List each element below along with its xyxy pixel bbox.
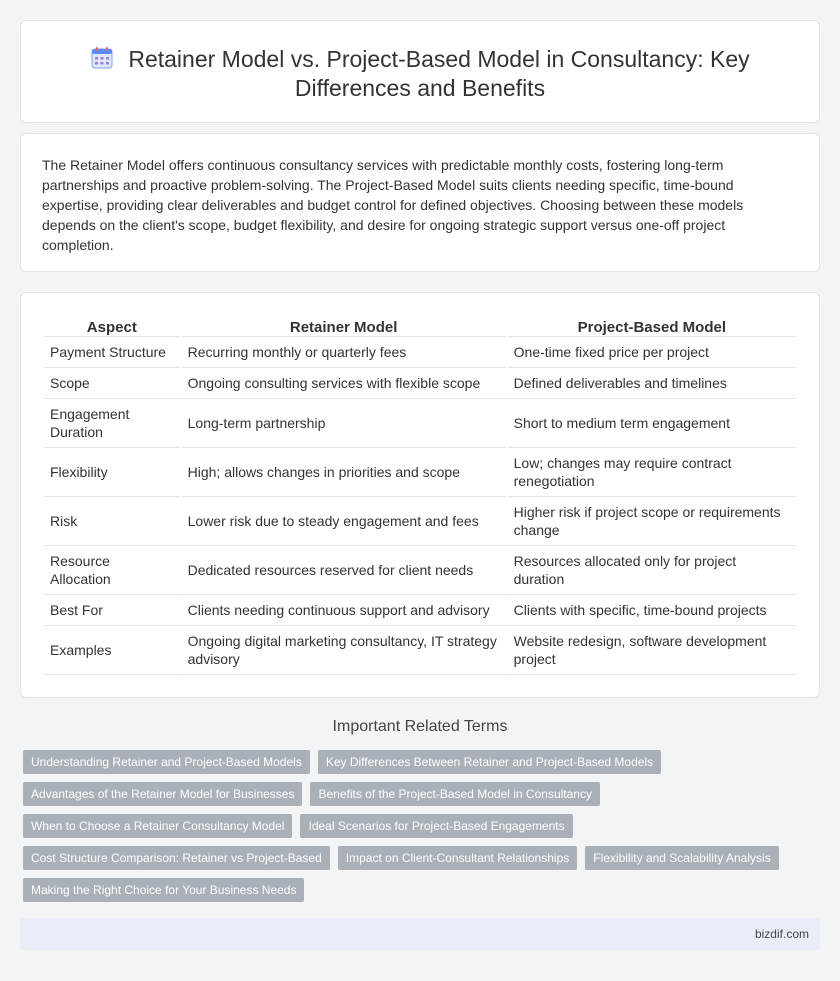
table-row: [44, 399, 796, 448]
intro-text: The Retainer Model offers continuous consultancy services with predictable monthly costs, fostering long-term partnerships and proactive problem-solving. The Project-Based Model suits clients needing specific, time-bound expertise, providing clear deliverables and budget control for defined objectives. Choosing between these models depends on the client's scope, budget flexibility, and desire for ongoing strategic support versus one-off project completion.: [42, 157, 744, 253]
table-cell: One-time fixed price per project: [508, 337, 796, 368]
table-row: [44, 626, 796, 675]
related-term-tag[interactable]: Advantages of the Retainer Model for Businesses: [23, 782, 302, 806]
table-row: [44, 546, 796, 595]
related-term-tag[interactable]: When to Choose a Retainer Consultancy Model: [23, 814, 292, 838]
table-cell: Website redesign, software development project: [508, 626, 796, 675]
comparison-table-card: [20, 292, 820, 698]
table-cell: Flexibility: [44, 448, 180, 497]
table-cell: Ongoing digital marketing consultancy, IT strategy advisory: [182, 626, 506, 675]
related-term-tag[interactable]: Benefits of the Project-Based Model in Consultancy: [310, 782, 599, 806]
table-cell: Best For: [44, 595, 180, 626]
table-cell: Scope: [44, 368, 180, 399]
related-term-tag[interactable]: Key Differences Between Retainer and Project-Based Models: [318, 750, 661, 774]
column-header-aspect: Aspect: [44, 316, 180, 337]
table-cell: Engagement Duration: [44, 399, 180, 448]
table-header-row: [44, 316, 796, 337]
header-card: [20, 20, 820, 123]
table-cell: Higher risk if project scope or requirements change: [508, 497, 796, 546]
related-term-tag[interactable]: Flexibility and Scalability Analysis: [585, 846, 778, 870]
footer-site-link[interactable]: bizdif.com: [754, 927, 809, 941]
table-cell: Low; changes may require contract renegotiation: [508, 448, 796, 497]
table-cell: Risk: [44, 497, 180, 546]
footer: [20, 918, 820, 950]
table-cell: Defined deliverables and timelines: [508, 368, 796, 399]
related-terms-heading: Important Related Terms: [332, 718, 508, 735]
table-row: [44, 368, 796, 399]
table-cell: High; allows changes in priorities and scope: [182, 448, 506, 497]
table-cell: Ongoing consulting services with flexible scope: [182, 368, 506, 399]
page-title-text: Retainer Model vs. Project-Based Model in Consultancy: Key Differences and Benefits: [128, 46, 750, 101]
table-row: [44, 337, 796, 368]
intro-card: [20, 133, 820, 272]
related-term-tag[interactable]: Impact on Client-Consultant Relationships: [338, 846, 577, 870]
related-term-tag[interactable]: Ideal Scenarios for Project-Based Engagements: [300, 814, 572, 838]
table-cell: Recurring monthly or quarterly fees: [182, 337, 506, 368]
table-cell: Long-term partnership: [182, 399, 506, 448]
table-cell: Clients needing continuous support and advisory: [182, 595, 506, 626]
table-cell: Resources allocated only for project duration: [508, 546, 796, 595]
comparison-table: [42, 316, 798, 675]
related-term-tag[interactable]: Making the Right Choice for Your Business Needs: [23, 878, 304, 902]
table-row: [44, 497, 796, 546]
table-cell: Clients with specific, time-bound projects: [508, 595, 796, 626]
table-cell: Resource Allocation: [44, 546, 180, 595]
related-terms-list: [23, 750, 803, 910]
page-title: [21, 45, 819, 103]
column-header-project-based: Project-Based Model: [508, 316, 796, 337]
calendar-icon: [90, 46, 114, 70]
table-cell: Dedicated resources reserved for client needs: [182, 546, 506, 595]
table-cell: Short to medium term engagement: [508, 399, 796, 448]
table-row: [44, 595, 796, 626]
column-header-retainer: Retainer Model: [182, 316, 506, 337]
related-term-tag[interactable]: Cost Structure Comparison: Retainer vs Project-Based: [23, 846, 330, 870]
table-cell: Lower risk due to steady engagement and fees: [182, 497, 506, 546]
table-row: [44, 448, 796, 497]
table-cell: Examples: [44, 626, 180, 675]
table-cell: Payment Structure: [44, 337, 180, 368]
related-term-tag[interactable]: Understanding Retainer and Project-Based Models: [23, 750, 310, 774]
